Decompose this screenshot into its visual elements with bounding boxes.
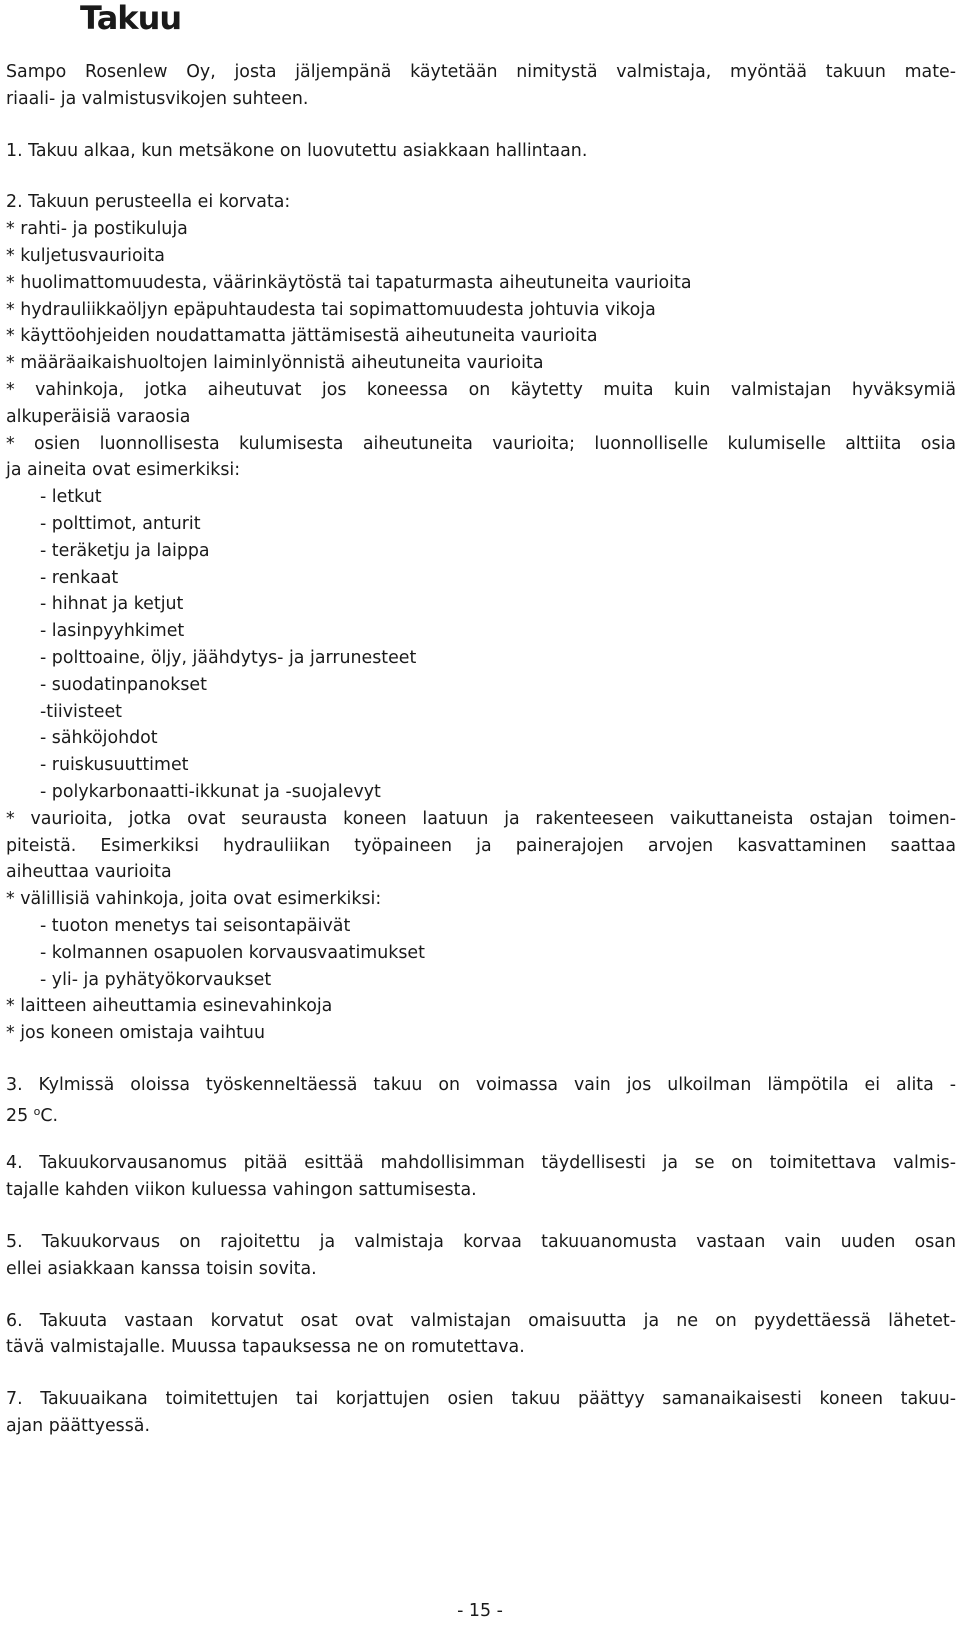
point-7-line: ajan päättyessä.: [6, 1416, 150, 1437]
exclusion-item: * huolimattomuudesta, väärinkäytöstä tai tapaturmasta aiheutuneita vaurioita: [6, 272, 692, 293]
page-title: Takuu: [80, 0, 182, 37]
list-item: - lasinpyyhkimet: [40, 621, 185, 642]
warranty-point-2: [6, 189, 956, 1047]
exclusion-item: * jos koneen omistaja vaihtuu: [6, 1023, 265, 1044]
exclusion-item: * osien luonnollisesta kulumisesta aiheutuneita vaurioita; luonnolliselle kulumiselle alttiita osia: [6, 433, 956, 454]
list-item: - polttimot, anturit: [40, 513, 201, 534]
page-number: - 15 -: [457, 1601, 503, 1621]
warranty-point-6: [6, 1308, 956, 1362]
exclusion-item: * rahti- ja postikuluja: [6, 219, 188, 240]
list-item: - kolmannen osapuolen korvausvaatimukset: [40, 942, 425, 963]
point-5-line: ellei asiakkaan kanssa toisin sovita.: [6, 1258, 317, 1279]
intro-line: riaali- ja valmistusvikojen suhteen.: [6, 88, 309, 109]
point-6-line: tävä valmistajalle. Muussa tapauksessa ne on romutettava.: [6, 1337, 525, 1358]
list-item: - yli- ja pyhätyökorvaukset: [40, 969, 272, 990]
list-item: - suodatinpanokset: [40, 674, 207, 695]
warranty-point-7: [6, 1386, 956, 1440]
point-7-line: 7. Takuuaikana toimitettujen tai korjattujen osien takuu päättyy samanaikaisesti koneen takuu-: [6, 1389, 956, 1410]
temperature-value: 25: [6, 1105, 34, 1126]
exclusion-item: * hydrauliikkaöljyn epäpuhtaudesta tai sopimattomuudesta johtuvia vikoja: [6, 299, 656, 320]
indirect-examples-list: [6, 913, 956, 993]
list-item: - renkaat: [40, 567, 119, 588]
point-4-line: 4. Takuukorvausanomus pitää esittää mahdollisimman täydellisesti ja se on toimitettava valmis-: [6, 1153, 956, 1174]
warranty-point-4: [6, 1150, 956, 1204]
warranty-text: [6, 59, 956, 1440]
exclusion-item: * laitteen aiheuttamia esinevahinkoja: [6, 996, 333, 1017]
degree-symbol: o: [33, 1104, 41, 1118]
exclusion-item: * vahinkoja, jotka aiheutuvat jos koneessa on käytetty muita kuin valmistajan hyväksymiä: [6, 379, 956, 400]
exclusion-item-continued: alkuperäisiä varaosia: [6, 406, 191, 427]
temperature-unit: C.: [40, 1105, 59, 1126]
list-item: - tuoton menetys tai seisontapäivät: [40, 915, 351, 936]
wear-examples-list: [6, 484, 956, 806]
exclusion-item: * määräaikaishuoltojen laiminlyönnistä aiheutuneita vaurioita: [6, 353, 544, 374]
intro-line: Sampo Rosenlew Oy, josta jäljempänä käytetään nimitystä valmistaja, myöntää takuun mate-: [6, 62, 956, 82]
point-3-line: 3. Kylmissä oloissa työskenneltäessä takuu on voimassa vain jos ulkoilman lämpötila ei alita -: [6, 1074, 956, 1095]
list-item: - polttoaine, öljy, jäähdytys- ja jarrunesteet: [40, 647, 417, 668]
exclusion-item-continued: piteistä. Esimerkiksi hydrauliikan työpaineen ja painerajojen arvojen kasvattaminen saattaa: [6, 835, 956, 856]
point-6-line: 6. Takuuta vastaan korvatut osat ovat valmistajan omaisuutta ja ne on pyydettäessä lähetet-: [6, 1310, 956, 1331]
list-item: - polykarbonaatti-ikkunat ja -suojalevyt: [40, 781, 381, 802]
warranty-point-1: 1. Takuu alkaa, kun metsäkone on luovutettu asiakkaan hallintaan.: [6, 140, 588, 161]
point-3-line: [6, 1099, 956, 1126]
exclusion-item: * käyttöohjeiden noudattamatta jättämisestä aiheutuneita vaurioita: [6, 326, 598, 347]
point-2-heading: 2. Takuun perusteella ei korvata:: [6, 192, 291, 213]
exclusion-item-continued: aiheuttaa vaurioita: [6, 862, 172, 883]
exclusion-item: * kuljetusvaurioita: [6, 245, 165, 266]
list-item: - letkut: [40, 487, 102, 508]
list-item: -tiivisteet: [40, 701, 122, 722]
warranty-point-3: [6, 1072, 956, 1126]
exclusion-item: * välillisiä vahinkoja, joita ovat esimerkiksi:: [6, 889, 382, 910]
list-item: - ruiskusuuttimet: [40, 755, 189, 776]
list-item: - teräketju ja laippa: [40, 540, 210, 561]
point-5-line: 5. Takuukorvaus on rajoitettu ja valmistaja korvaa takuuanomusta vastaan vain uuden osan: [6, 1232, 956, 1253]
exclusion-item-continued: ja aineita ovat esimerkiksi:: [6, 460, 241, 481]
list-item: - hihnat ja ketjut: [40, 594, 184, 615]
exclusion-item: * vaurioita, jotka ovat seurausta koneen laatuun ja rakenteeseen vaikuttaneista ostajan toimen-: [6, 808, 956, 829]
warranty-point-5: [6, 1229, 956, 1283]
point-4-line: tajalle kahden viikon kuluessa vahingon sattumisesta.: [6, 1180, 477, 1201]
list-item: - sähköjohdot: [40, 728, 158, 749]
